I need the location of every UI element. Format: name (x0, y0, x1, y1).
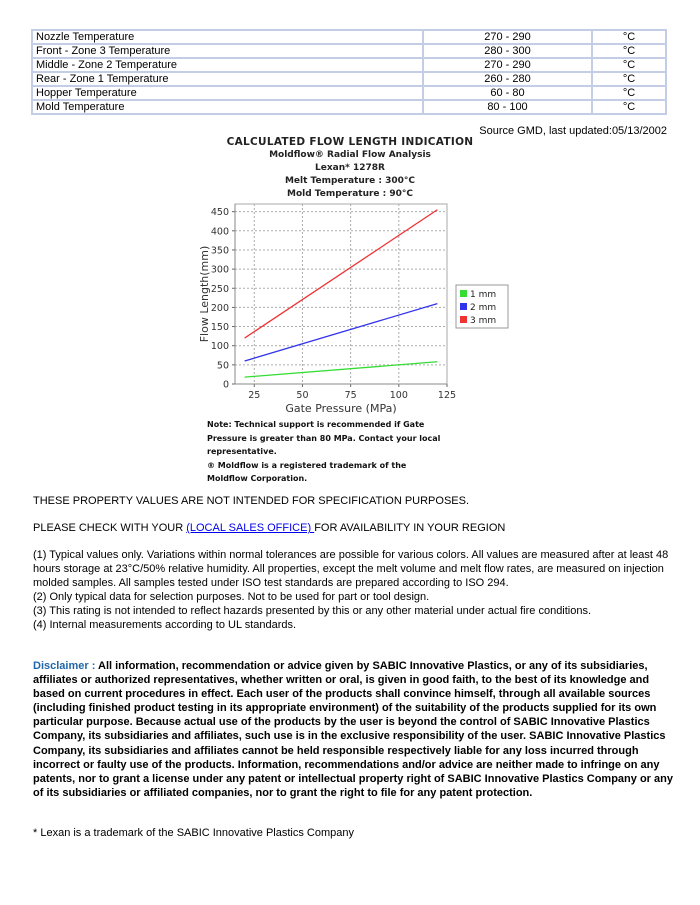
footnote: (4) Internal measurements according to UL standards. (33, 619, 297, 631)
y-tick-label: 0 (222, 379, 229, 391)
x-tick-label: 50 (296, 390, 309, 401)
legend-label: 1 mm (470, 290, 497, 300)
chart-note (207, 418, 442, 486)
value-cell: 270 - 290 (423, 58, 592, 72)
unit-cell: °C (592, 86, 666, 100)
disclaimer-text: All information, recommendation or advice given by SABIC Innovative Plastics, or any of its subsidiaries, affiliates or authorized representatives, whether written or oral, is given in good faith, to the best of its knowledge and based on current procedures in effect. Each user of the products shall convince himself, through all available sources (including finished product testing in its appropriate environment) of the suitability of the products supplied for its own particular purpose. Because actual use of the products by the user is beyond the control of SABIC Innovative Plastics Company, its subsidiaries and affiliates, such use is in the exclusive responsibility of the user. SABIC Innovative Plastics Company, its subsidiaries and affiliates cannot be held responsible respectively liable for any loss incurred through incorrect or faulty use of the products. Information, recommendations and/or advice are neither made to infringe on any patents, nor to grant a license under any patent or intellectual property right of SABIC Innovative Plastics Company or any of its subsidiaries or affiliated companies, nor to grant the right to file for any patent protection. (33, 660, 673, 799)
table-row (32, 86, 666, 100)
not-intended-notice: THESE PROPERTY VALUES ARE NOT INTENDED FOR SPECIFICATION PURPOSES. (33, 495, 470, 507)
table-row (32, 100, 666, 114)
availability-prefix: PLEASE CHECK WITH YOUR (33, 522, 187, 534)
x-tick-label: 100 (389, 390, 408, 401)
availability-notice (33, 521, 505, 535)
value-cell: 280 - 300 (423, 44, 592, 58)
y-tick-label: 150 (210, 322, 229, 334)
chart-subtitle: Moldflow® Radial Flow Analysis (269, 150, 431, 160)
flow-length-chart (195, 136, 515, 486)
y-tick-label: 250 (210, 283, 229, 295)
x-axis-label: Gate Pressure (MPa) (285, 402, 397, 415)
chart-subtitle: Melt Temperature : 300°C (284, 176, 416, 186)
chart-subtitle: Mold Temperature : 90°C (286, 189, 414, 199)
value-cell: 60 - 80 (423, 86, 592, 100)
unit-cell: °C (592, 44, 666, 58)
value-cell: 270 - 290 (423, 30, 592, 44)
property-cell: Nozzle Temperature (32, 30, 423, 44)
property-cell: Rear - Zone 1 Temperature (32, 72, 423, 86)
legend-swatch (460, 290, 467, 297)
footnote: (2) Only typical data for selection purposes. Not to be used for part or tool design. (33, 591, 430, 603)
source-note: Source GMD, last updated:05/13/2002 (479, 125, 667, 137)
disclaimer-label: Disclaimer : (33, 660, 99, 672)
availability-suffix: FOR AVAILABILITY IN YOUR REGION (314, 522, 506, 534)
unit-cell: °C (592, 100, 666, 114)
unit-cell: °C (592, 30, 666, 44)
footnotes (33, 548, 673, 632)
table-row (32, 58, 666, 72)
y-tick-label: 100 (210, 341, 229, 353)
x-tick-label: 25 (248, 390, 261, 401)
legend-label: 2 mm (470, 303, 497, 313)
table-row (32, 72, 666, 86)
footnote: (3) This rating is not intended to reflect hazards presented by this or any other material under actual fire conditions. (33, 605, 592, 617)
unit-cell: °C (592, 72, 666, 86)
local-sales-office-link[interactable]: (LOCAL SALES OFFICE) (186, 522, 315, 534)
property-cell: Middle - Zone 2 Temperature (32, 58, 423, 72)
property-cell: Front - Zone 3 Temperature (32, 44, 423, 58)
property-cell: Hopper Temperature (32, 86, 423, 100)
legend-swatch (460, 316, 467, 323)
x-tick-label: 125 (437, 390, 457, 401)
legend-label: 3 mm (470, 316, 497, 326)
y-axis-label: Flow Length(mm) (198, 245, 211, 343)
value-cell: 80 - 100 (423, 100, 592, 114)
y-tick-label: 50 (216, 360, 229, 372)
table-row (32, 30, 666, 44)
processing-parameters-table (31, 29, 667, 115)
chart-title: CALCULATED FLOW LENGTH INDICATION (226, 136, 474, 148)
footnote: (1) Typical values only. Variations within normal tolerances are possible for various colors. All values are measured after at least 48 hours storage at 23°C/50% relative humidity. All properties, except the melt volume and melt flow rates, are measured on injection molded samples. All samples tested under ISO test standards are prepared according to ISO 294. (33, 549, 669, 589)
y-tick-label: 300 (210, 264, 229, 276)
disclaimer (33, 659, 673, 800)
y-tick-label: 200 (210, 302, 229, 314)
y-tick-label: 450 (210, 207, 229, 219)
chart-note-trademark: ® Moldflow is a registered trademark of the Moldflow Corporation. (207, 460, 407, 483)
legend-swatch (460, 303, 467, 310)
value-cell: 260 - 280 (423, 72, 592, 86)
chart-note-support: Note: Technical support is recommended if Gate Pressure is greater than 80 MPa. Contact your local representative. (207, 420, 441, 456)
chart-subtitle: Lexan* 1278R (315, 163, 385, 173)
trademark-note: * Lexan is a trademark of the SABIC Innovative Plastics Company (33, 827, 354, 839)
unit-cell: °C (592, 58, 666, 72)
property-cell: Mold Temperature (32, 100, 423, 114)
y-tick-label: 350 (210, 245, 229, 257)
y-tick-label: 400 (210, 226, 229, 238)
table-row (32, 44, 666, 58)
x-tick-label: 75 (344, 390, 357, 401)
